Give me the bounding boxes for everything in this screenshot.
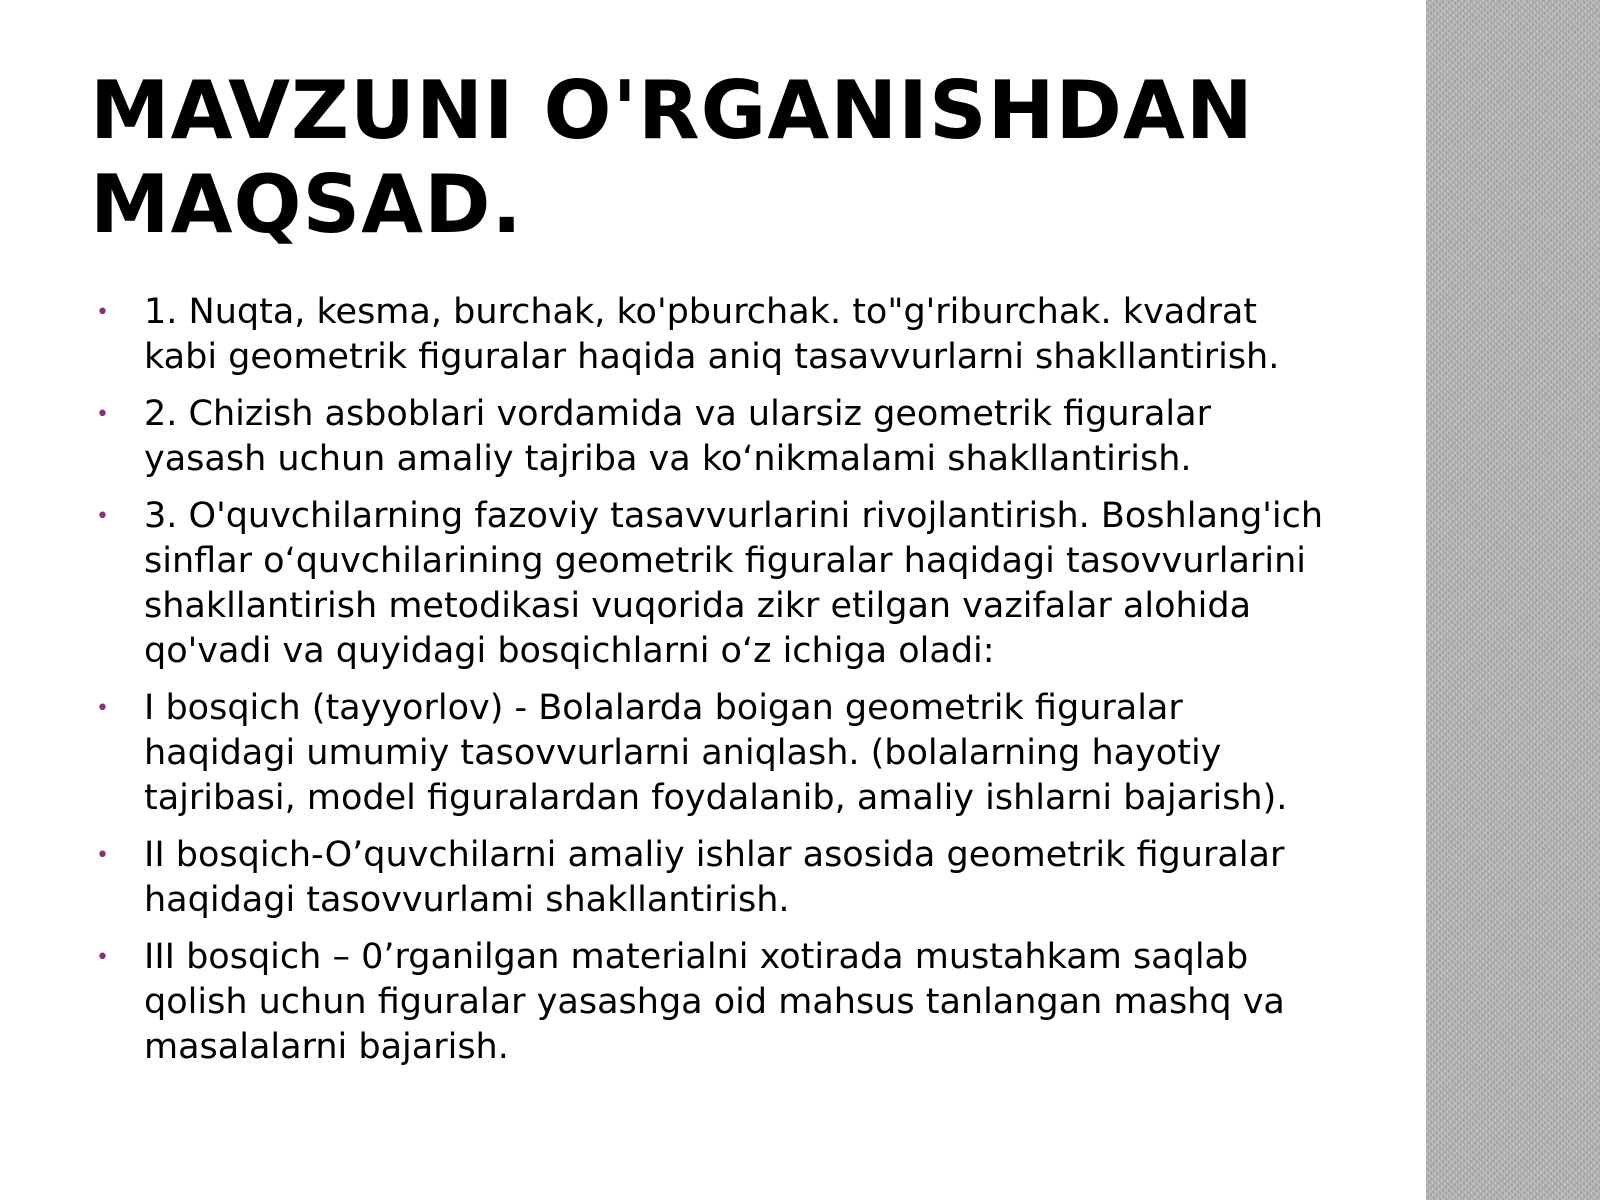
list-item [90, 392, 1340, 482]
bullet-icon: • [96, 504, 109, 529]
bullet-icon: • [96, 300, 109, 325]
bullet-icon: • [96, 843, 109, 868]
bullet-icon: • [96, 945, 109, 970]
list-item-text: I bosqich (tayyorlov) - Bolalarda boigan geometrik figuralar haqidagi umumiy tasovvurlarni aniqlash. (bolalarning hayotiy tajribasi, model figuralardan foydalanib, amaliy ishlarni bajarish). [144, 688, 1288, 818]
list-item-text: 2. Chizish asboblari vordamida va ularsiz geometrik figuralar yasash uchun amaliy tajriba va ko‘nikmalami shakllantirish. [144, 394, 1211, 479]
list-item-text: 1. Nuqta, kesma, burchak, ko'pburchak. to"g'riburchak. kvadrat kabi geometrik figuralar haqida aniq tasavvurlarni shakllantirish. [144, 292, 1280, 377]
list-item [90, 290, 1340, 380]
list-item [90, 686, 1340, 821]
slide-title-line-1: MAVZUNI O'RGANISHDAN [90, 64, 1254, 157]
bullet-icon: • [96, 696, 109, 721]
list-item-text: 3. O'quvchilarning fazoviy tasavvurlarini rivojlantirish. Boshlang'ich sinflar o‘quvchilarining geometrik figuralar haqidagi tasovvurlarini shakllantirish metodikasi vuqorida zikr etilgan vazifalar alohida qo'vadi va quyidagi bosqichlarni o‘z ichiga oladi: [144, 496, 1324, 671]
decorative-side-panel [1426, 0, 1600, 1200]
bullet-list [90, 290, 1340, 1082]
bullet-icon: • [96, 402, 109, 427]
list-item-text: II bosqich-O’quvchilarni amaliy ishlar asosida geometrik figuralar haqidagi tasovvurlami shakllantirish. [144, 835, 1285, 920]
slide-title [90, 64, 1390, 252]
list-item [90, 935, 1340, 1070]
list-item [90, 833, 1340, 923]
slide-title-line-2: MAQSAD. [90, 158, 523, 251]
list-item [90, 494, 1340, 674]
list-item-text: III bosqich – 0’rganilgan materialni xotirada mustahkam saqlab qolish uchun figuralar yasashga oid mahsus tanlangan mashq va masalalarni bajarish. [144, 937, 1285, 1067]
